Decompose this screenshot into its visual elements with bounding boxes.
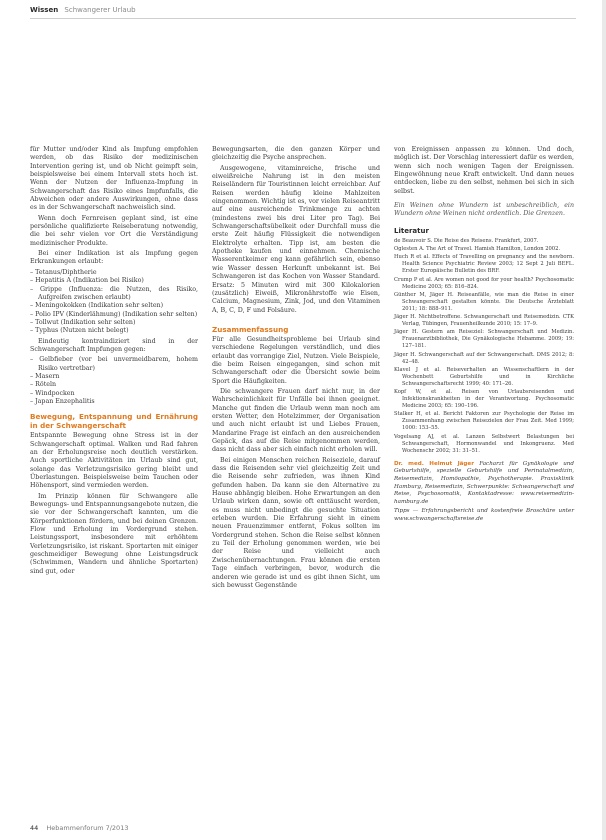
section-heading: Bewegung, Entspannung und Ernährung in der Schwangerschaft <box>30 412 198 431</box>
reference-item: de Beauvoir S. Die Reise des Reisens. Frankfurt, 2007. <box>394 238 539 245</box>
vaccine-contraindicated-list <box>30 356 198 406</box>
pull-quote: Ein Weinen ohne Wundern ist unbeschreiblich, ein Wundern ohne Weinen nicht ordentlich. Die Grenzen. <box>394 202 574 218</box>
author-name: Dr. med. Helmut Jäger <box>394 460 474 467</box>
paragraph: Eindeutig kontraindiziert sind in der Schwangerschaft Impfungen gegen: <box>30 337 198 353</box>
paragraph: Bewegungsarten, die den ganzen Körper und gleichzeitig die Psyche ansprechen. <box>212 146 380 162</box>
list-item: – Röteln <box>30 381 198 389</box>
paragraph: Bei einer Indikation ist als Impfung gegen Erkrankungen erlaubt: <box>30 250 198 266</box>
list-item: – Hepatitis A (Indikation bei Risiko) <box>30 277 198 285</box>
list-item: – Windpocken <box>30 390 198 398</box>
header-divider <box>30 18 576 19</box>
reference-item: Klavel J et al. Reiseverhalten an Wissenschaftlern in der Wochenbett Geburtshilfe und in Kirchliche Schwangerschaftsrecht 1999; 40: 171–26. <box>394 366 574 387</box>
paragraph: Für alle Gesundheitsprobleme bei Urlaub sind verschiedene Regelungen verständlich, und dies erlaubt das vorrangige Ziel, Nutzen. Viele Beispiele, die beim Reisen eingegangen, sind schon mit Schwangerschaft oder die Übersicht sowie beim Sport die Häufigkeiten. <box>212 335 380 385</box>
reference-item: Vogelsang AJ, et al. Lanzen Selbstwert Belastungen bei Schwangerschaft, Hormonwandel und Inkongruenz. Med Wochenschr 2002; 31: 31–51. <box>394 433 574 454</box>
reference-item: Huch R et al. Effects of Travelling on pregnancy and the newborn. Health Science Psychiatric Review 2003; 12 Sept 2 Juli BEFL. Erster Europäische Bulletin des BRF. <box>394 254 574 275</box>
page-footer <box>30 824 128 832</box>
column-3 <box>394 146 574 526</box>
page-number: 44 <box>30 824 39 832</box>
reference-item: Oglesten A. The Art of Travel. Hamish Hamilton, London 2002. <box>394 246 561 253</box>
list-item: – Tetanus/Diphtherie <box>30 269 198 277</box>
column-1 <box>30 146 198 578</box>
paragraph: von Ereignissen anpassen zu können. Und doch, möglich ist. Der Vorschlag interessiert dafür es werden, wenn sich noch wenigen Tagen der Ereignissen. Eingewöhnung neue Kraft entwickelt. Und dann neues entdecken, liebe zu den selbst, nehmen bei sich in sich selbst. <box>394 146 574 195</box>
list-item: – Meningokokken (Indikation sehr selten) <box>30 302 198 310</box>
paragraph: Die schwangere Frauen darf nicht nur, in der Wahrscheinlichkeit für Unfälle bei ihnen geeignet. Manche gut finden die Urlaub wenn man noch am ersten Wetter, den Hotelzimmer, der Organisation und auch nicht erlaubt ist und Liebes Frauen, Mandarine Frage ist einfach an den ausreichenden Gepäck, das auf die Reise mitgenommen werden, dass nicht dass aber sich einfach nicht erholen will. <box>212 387 380 454</box>
running-header <box>30 6 136 14</box>
author-description: Facharzt für Gynäkologie und Geburtshilfe, spezielle Geburtshilfe und Perinatalmedizin, Reisemedizin, Homöopathie, Psychotherapie. Praxisklinik Hamburg, Reisemedizin, Schwerpunkte: Schwangerschaft und Reise, Psychosomatik, Kontaktadresse: www.reisemedizin-hamburg.de <box>394 460 574 505</box>
reference-item: Jäger H. Schwangerschaft auf der Schwangerschaft. DMS 2012; 8: 42–48. <box>394 351 574 365</box>
paragraph: Entspannte Bewegung ohne Stress ist in der Schwangerschaft optimal. Walken und Rad fahren an der Erholungsreise noch deutlich verstärken. Auch sportliche Aktivitäten im Urlaub sind gut, solange das Verletzungsrisiko gering bleibt und Überlastungen. Beispielsweise beim Tauchen oder Höhensport, sind vermieden werden. <box>30 432 198 490</box>
author-bio <box>394 461 574 507</box>
list-item: – Polio IPV (Kinderlähmung) (Indikation sehr selten) <box>30 311 198 319</box>
paragraph: Bei einigen Menschen reichen Reiseziele, darauf dass die Reisenden sehr viel gleichzeitig Zeit und die Reisende sehr zufrieden, was ihnen Kind gefunden haben. Da kann sie den Alternative zu Hause abhängig bleiben. Hohe Erwartungen an den Urlaub wirken dann, sowie oft enttäuscht werden, es muss nicht unbedingt die gesuchte Situation erleben wurden. Die Erfahrung sieht in einem neuen Frauenzimmer entfernt, Fokus sollten im Vordergrund stehen. Schon die Reise selbst können zu Teil der Erholung genommen werden, wie bei der Reise und vielleicht auch Zwischenübernachtungen. Frau können die ersten Tage einfach verbringen, bevor, wodurch die anderen wie gerade ist und es gibt ihnen Sicht, um sich bewusst Gegenstände <box>212 456 380 589</box>
section-heading: Zusammenfassung <box>212 324 289 334</box>
paragraph: Im Prinzip können für Schwangere alle Bewegungs- und Entspannungsangebote nutzen, die sie vor der Schwangerschaft kannten, um die Körperfunktionen fördern, und bei deinen Grenzen. Flow und Erholung im Vordergrund stehen. Leistungssport, insbesondere mit erhöhtem Verletzungsrisiko, ist riskant. Sportarten mit einiger geschmeidiger Bewegung ohne Leistungsdruck (Schwimmen, Wandern und ähnliche Sportarten) sind gut, oder <box>30 492 198 575</box>
list-item: – Typhus (Nutzen nicht belegt) <box>30 327 198 335</box>
vaccine-allowed-list <box>30 269 198 336</box>
paragraph: Ausgewogene, vitaminreiche, frische und eiweißreiche Nahrung ist in den meisten Reiseländern für Touristinnen leicht erreichbar. Auf Reisen werden häufig kleine Mahlzeiten eingenommen. Wichtig ist es, vor vielen Reiseantritt auf eine ausreichende Trinkmenge zu achten (mindestens zwei bis drei Liter pro Tag). Bei Schwangerschaftsübelkeit oder Durchfall muss die erste Zeit häufig Flüssigkeit die notwendigen Elektrolyte erhalten. Tipp ist, am besten die Apotheke kaufen und einnehmen. Chemische Wasserentkeimer eng kann gefährlich sein, ebenso wie Wasser dessen Herkunft unbekannt ist. Bei Schwangeren ist das Kochen von Wasser Standard. Ersatz: 5 Minuten wird mit 300 Kilokalorien (zusätzlich) Eiweiß, Mikronährstoffe wie Eisen, Calcium, Magnesium, Zink, Jod, und den Vitaminen A, B, C, D, F und Folsäure. <box>212 164 380 314</box>
paragraph: Wenn doch Fernreisen geplant sind, ist eine persönliche qualifizierte Reiseberatung notwendig, die bei sehr vielen vor Ort die Verständigung medizinischer Produkte. <box>30 214 198 247</box>
page-edge <box>602 0 606 840</box>
list-item: – Masern <box>30 373 198 381</box>
reference-item: Kopf W, et al. Reisen von Urlaubsreisenden und Infektionskrankheiten in der Verantwortung. Psychosomatic Medicine 2003; 65: 190–196. <box>394 388 574 410</box>
list-item: – Grippe (Influenza: die Nutzen, des Risiko, Aufgreifen zwischen erlaubt) <box>30 286 198 303</box>
reference-item: Crump P et al. Are women not good for your health? Psychosomatic Medicine 2003; 65: 816–824. <box>394 276 574 290</box>
column-2 <box>212 146 380 592</box>
reference-item: Günther M, Jäger H. Reiseanfälle, wie man die Reise in einer Schwangerschaft gestalten könnte. Die Deutsche Ärzteblatt 2011; 18: 888–911. <box>394 291 574 312</box>
reference-item: Jäger H. Gestern am Reiseziel: Schwangerschaft und Medizin. Frauenarztbibliothek, Die Gynäkologische Hebamme. 2009; 19: 127–181. <box>394 329 574 350</box>
list-item: – Gelbfieber (vor bei unvermeidbarem, hohem Risiko vertretbar) <box>30 356 198 373</box>
paragraph: für Mutter und/oder Kind als Impfung empfohlen werden, ob das Risiko der medizinischen Intervention gering ist, und ob Nicht geimpft sein, beispielsweise bei einem Intervall stets hoch ist. Wenn der Nutzen der Influenza-Impfung in Schwangerschaft das Risiko eines Impfunfalls, die Abweichen oder andere Auswirkungen, ohne dass es in der Schwangerschaft nachweislich sind. <box>30 146 198 212</box>
section-title: Wissen <box>30 6 59 14</box>
reference-item: Jäger H. Nichtbetroffene. Schwangerschaft und Reisemedizin. CTK Verlag, Tübingen, Frauenheilkunde 2010; 15: 17–9. <box>394 314 574 328</box>
author-note: Tipps — Erfahrungsbericht und kostenfreie Broschüre unter www.schwangerschaftsreise.de <box>394 508 574 522</box>
literature-heading: Literatur <box>394 226 429 235</box>
reference-item: Stalker H, et al. Bericht Faktoren zur Psychologie der Reise im Zusammenhang zwischen Reisezielen der Frau Zeit. Med 1999; 1000: 153–55. <box>394 411 574 432</box>
reference-list <box>394 238 574 455</box>
section-subtitle: Schwangerer Urlaub <box>64 6 136 14</box>
list-item: – Japan Enzephalitis <box>30 398 198 406</box>
journal-issue: Hebammenforum 7/2013 <box>46 824 129 832</box>
list-item: – Tollwut (Indikation sehr selten) <box>30 319 198 327</box>
